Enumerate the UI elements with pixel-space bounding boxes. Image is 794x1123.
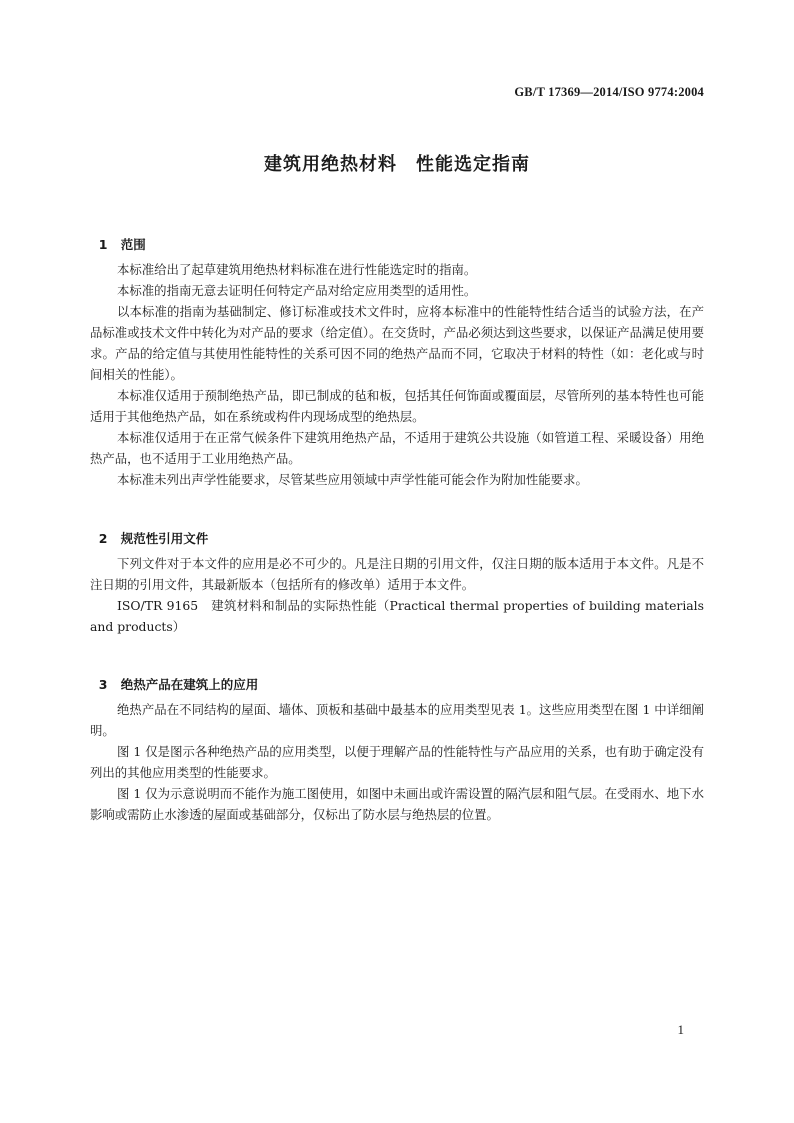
section-number: 2	[98, 531, 108, 546]
page-number: 1	[677, 1022, 684, 1037]
reference-entry: ISO/TR 9165 建筑材料和制品的实际热性能（Practical thermal properties of building materials and products）	[90, 598, 704, 634]
section-heading-scope	[90, 220, 146, 253]
section-title: 范围	[120, 237, 146, 252]
paragraph: 绝热产品在不同结构的屋面、墙体、顶板和基础中最基本的应用类型见表 1。这些应用类型在图 1 中详细阐明。	[90, 702, 704, 738]
paragraph: 本标准未列出声学性能要求，尽管某些应用领域中声学性能可能会作为附加性能要求。	[117, 472, 588, 487]
paragraph: 以本标准的指南为基础制定、修订标准或技术文件时，应将本标准中的性能特性结合适当的试验方法，在产品标准或技术文件中转化为对产品的要求（给定值）。在交货时，产品必须达到这些要求，以保证产品满足使用要求。产品的给定值与其使用性能特性的关系可因不同的绝热产品而不同，它取决于材料的特性（如：老化或与时间相关的性能）。	[90, 304, 704, 382]
section-title: 绝热产品在建筑上的应用	[120, 677, 259, 692]
paragraph: 下列文件对于本文件的应用是必不可少的。凡是注日期的引用文件，仅注日期的版本适用于本文件。凡是不注日期的引用文件，其最新版本（包括所有的修改单）适用于本文件。	[90, 556, 704, 592]
document-title: 建筑用绝热材料 性能选定指南	[264, 154, 530, 175]
paragraph: 图 1 仅是图示各种绝热产品的应用类型，以便于理解产品的性能特性与产品应用的关系，也有助于确定没有列出的其他应用类型的性能要求。	[90, 744, 704, 780]
section-heading-applications	[90, 660, 258, 693]
paragraph: 本标准给出了起草建筑用绝热材料标准在进行性能选定时的指南。	[117, 262, 477, 277]
paragraph: 本标准的指南无意去证明任何特定产品对给定应用类型的适用性。	[117, 283, 477, 298]
section-title: 规范性引用文件	[120, 531, 209, 546]
paragraph: 图 1 仅为示意说明而不能作为施工图使用，如图中未画出或许需设置的隔汽层和阻气层。在受雨水、地下水影响或需防止水渗透的屋面或基础部分，仅标出了防水层与绝热层的位置。	[90, 786, 704, 822]
standard-code: GB/T 17369—2014/ISO 9774:2004	[514, 85, 704, 99]
section-heading-normative-references	[90, 514, 208, 547]
section-number: 1	[98, 237, 108, 252]
paragraph: 本标准仅适用于预制绝热产品，即已制成的毡和板，包括其任何饰面或覆面层，尽管所列的基本特性也可能适用于其他绝热产品，如在系统或构件内现场成型的绝热层。	[90, 388, 704, 424]
paragraph: 本标准仅适用于在正常气候条件下建筑用绝热产品，不适用于建筑公共设施（如管道工程、采暖设备）用绝热产品，也不适用于工业用绝热产品。	[90, 430, 704, 466]
section-number: 3	[98, 677, 108, 692]
